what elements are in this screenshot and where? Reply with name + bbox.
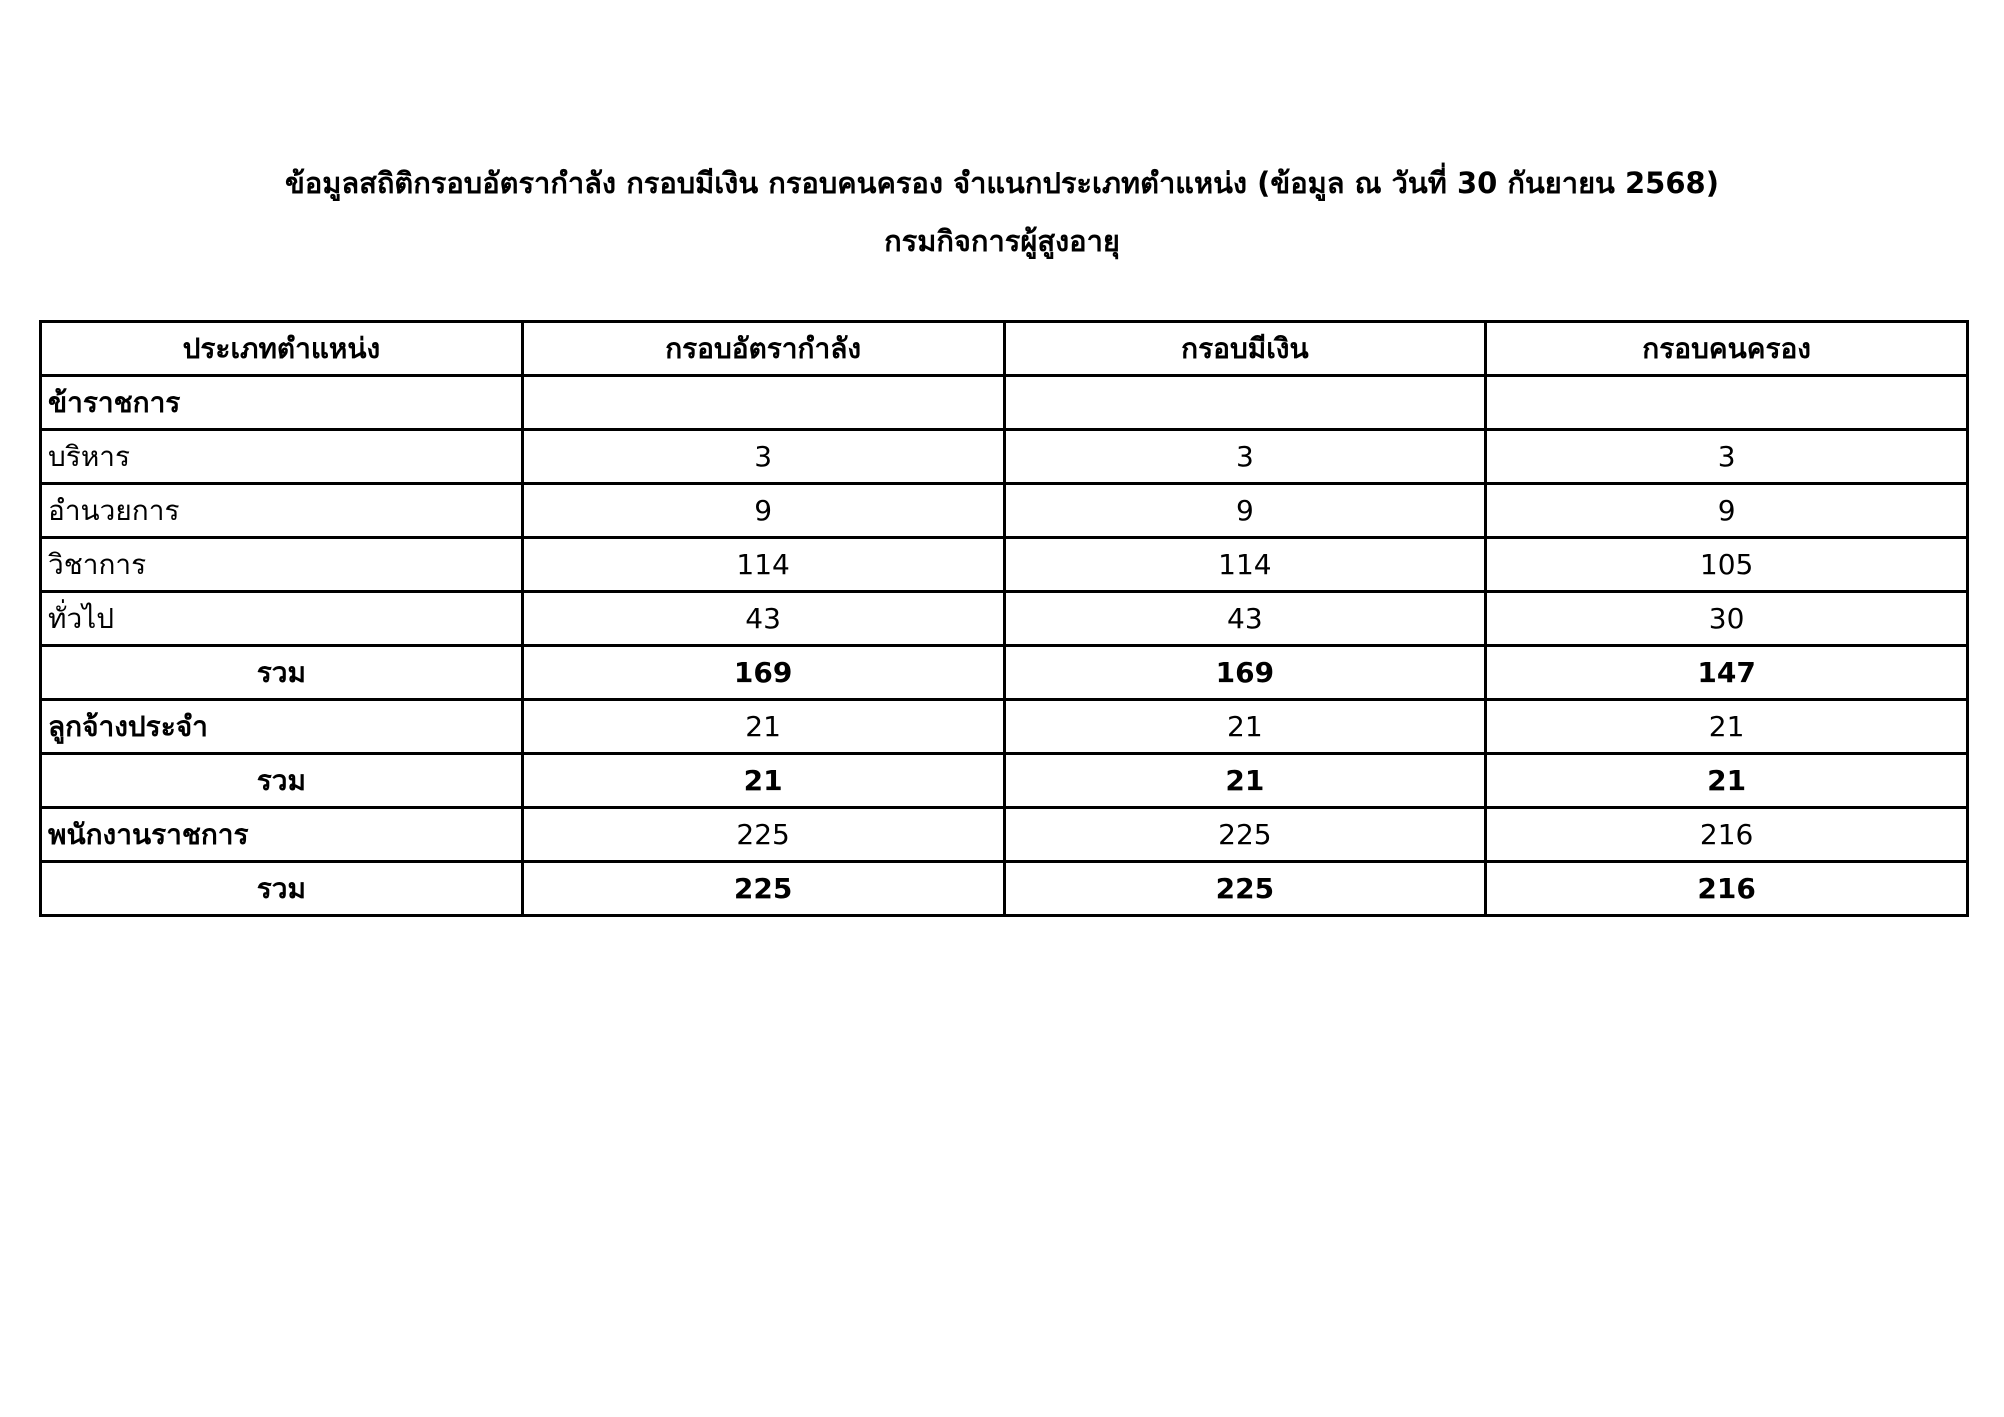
occupied-value: 216 xyxy=(1486,862,1968,916)
row-label: อำนวยการ xyxy=(41,484,523,538)
funded-value: 9 xyxy=(1004,484,1486,538)
group-label: ลูกจ้างประจำ xyxy=(41,700,523,754)
table-row xyxy=(41,538,1968,592)
occupied-value: 30 xyxy=(1486,592,1968,646)
row-label: วิชาการ xyxy=(41,538,523,592)
department-name: กรมกิจการผู้สูงอายุ xyxy=(884,224,1120,258)
occupied-value: 21 xyxy=(1486,700,1968,754)
total-row xyxy=(41,754,1968,808)
group-label: พนักงานราชการ xyxy=(41,808,523,862)
occupied-value: 3 xyxy=(1486,430,1968,484)
funded-value: 114 xyxy=(1004,538,1486,592)
total-row xyxy=(41,646,1968,700)
header-position-type: ประเภทตำแหน่ง xyxy=(41,322,523,376)
document-title: ข้อมูลสถิติกรอบอัตรากำลัง กรอบมีเงิน กรอบคนครอง จำแนกประเภทตำแหน่ง (ข้อมูล ณ วันที่ 30 กันยายน 2568) xyxy=(285,166,1719,200)
group-label: ข้าราชการ xyxy=(41,376,523,430)
authorized-value: 169 xyxy=(522,646,1004,700)
table-header-row xyxy=(41,322,1968,376)
table-body xyxy=(41,376,1968,916)
occupied-value: 147 xyxy=(1486,646,1968,700)
funded-value: 225 xyxy=(1004,808,1486,862)
table-row xyxy=(41,700,1968,754)
table-row xyxy=(41,592,1968,646)
funded-value: 225 xyxy=(1004,862,1486,916)
row-label: ทั่วไป xyxy=(41,592,523,646)
header-authorized-positions: กรอบอัตรากำลัง xyxy=(522,322,1004,376)
authorized-value: 21 xyxy=(522,700,1004,754)
authorized-value: 9 xyxy=(522,484,1004,538)
authorized-value: 43 xyxy=(522,592,1004,646)
authorized-value: 114 xyxy=(522,538,1004,592)
staffing-statistics-table xyxy=(39,320,1969,917)
total-label: รวม xyxy=(41,754,523,808)
funded-value: 21 xyxy=(1004,754,1486,808)
row-label: บริหาร xyxy=(41,430,523,484)
authorized-value xyxy=(522,376,1004,430)
authorized-value: 21 xyxy=(522,754,1004,808)
occupied-value: 216 xyxy=(1486,808,1968,862)
funded-value: 21 xyxy=(1004,700,1486,754)
table-row xyxy=(41,808,1968,862)
header-funded-positions: กรอบมีเงิน xyxy=(1004,322,1486,376)
occupied-value: 105 xyxy=(1486,538,1968,592)
authorized-value: 3 xyxy=(522,430,1004,484)
funded-value: 169 xyxy=(1004,646,1486,700)
total-label: รวม xyxy=(41,646,523,700)
authorized-value: 225 xyxy=(522,808,1004,862)
table-row xyxy=(41,430,1968,484)
authorized-value: 225 xyxy=(522,862,1004,916)
table-row xyxy=(41,484,1968,538)
funded-value xyxy=(1004,376,1486,430)
occupied-value: 21 xyxy=(1486,754,1968,808)
total-label: รวม xyxy=(41,862,523,916)
header-occupied-positions: กรอบคนครอง xyxy=(1486,322,1968,376)
total-row xyxy=(41,862,1968,916)
occupied-value xyxy=(1486,376,1968,430)
occupied-value: 9 xyxy=(1486,484,1968,538)
table-row xyxy=(41,376,1968,430)
funded-value: 3 xyxy=(1004,430,1486,484)
funded-value: 43 xyxy=(1004,592,1486,646)
